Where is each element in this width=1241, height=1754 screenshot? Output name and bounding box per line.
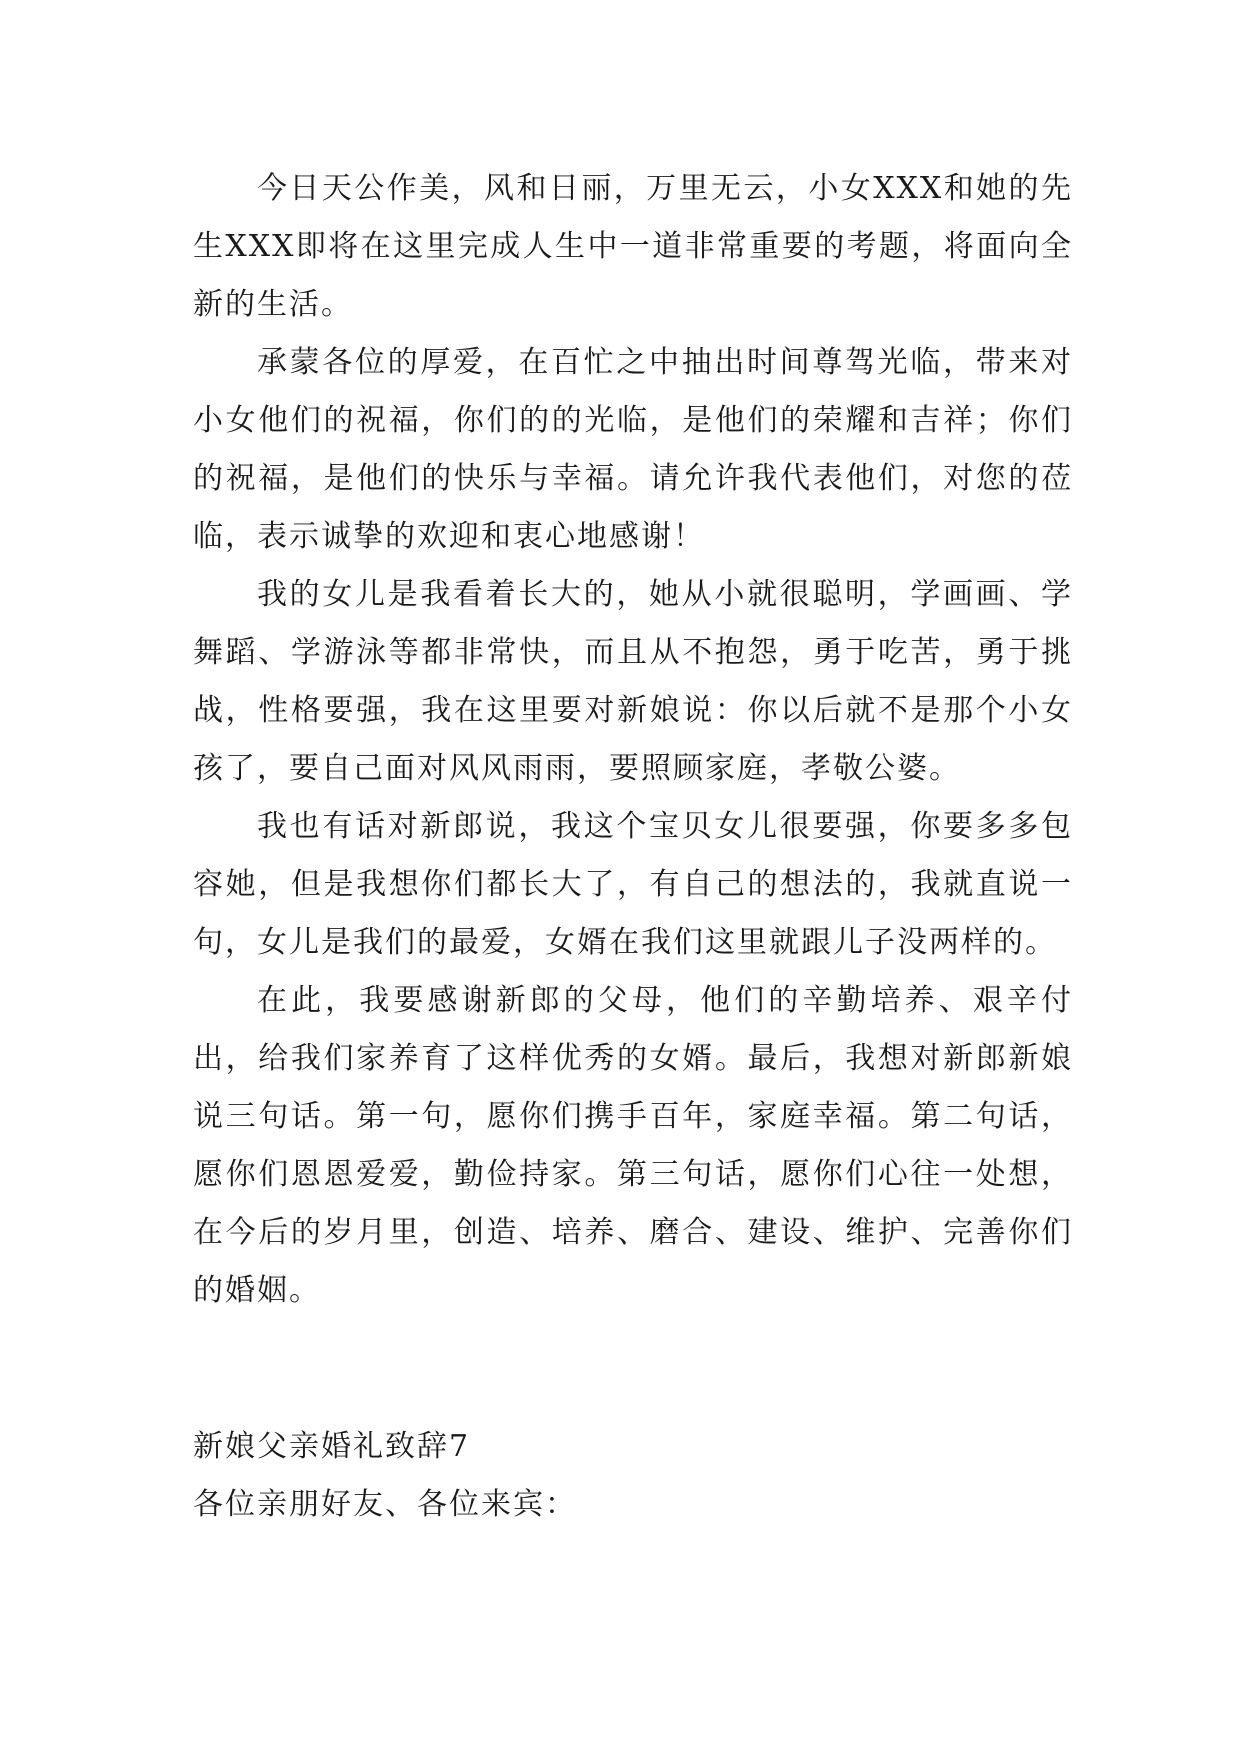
paragraph-1: 今日天公作美，风和日丽，万里无云，小女XXX和她的先生XXX即将在这里完成人生中一道非常重要的考题，将面向全新的生活。: [193, 171, 1073, 322]
paragraph-5: 在此，我要感谢新郎的父母，他们的辛勤培养、艰辛付出，给我们家养育了这样优秀的女婿。最后，我想对新郎新娘说三句话。第一句，愿你们携手百年，家庭幸福。第二句话，愿你们恩恩爱爱，勤俭持家。第三句话，愿你们心往一处想，在今后的岁月里，创造、培养、磨合、建设、维护、完善你们的婚姻。: [193, 983, 1073, 1308]
paragraph-3: 我的女儿是我看着长大的，她从小就很聪明，学画画、学舞蹈、学游泳等都非常快，而且从不抱怨，勇于吃苦，勇于挑战，性格要强，我在这里要对新娘说：你以后就不是那个小女孩了，要自己面对风风雨雨，要照顾家庭，孝敬公婆。: [193, 577, 1073, 786]
section-title: 新娘父亲婚礼致辞7: [193, 1429, 471, 1464]
paragraph-4: 我也有话对新郎说，我这个宝贝女儿很要强，你要多多包容她，但是我想你们都长大了，有自己的想法的，我就直说一句，女儿是我们的最爱，女婿在我们这里就跟儿子没两样的。: [193, 809, 1073, 960]
speech-body: [193, 160, 1073, 1320]
next-section: [193, 1418, 1073, 1534]
salutation: 各位亲朋好友、各位来宾：: [193, 1487, 577, 1522]
paragraph-2: 承蒙各位的厚爱，在百忙之中抽出时间尊驾光临，带来对小女他们的祝福，你们的的光临，是他们的荣耀和吉祥；你们的祝福，是他们的快乐与幸福。请允许我代表他们，对您的莅临，表示诚挚的欢迎和衷心地感谢！: [193, 345, 1073, 554]
